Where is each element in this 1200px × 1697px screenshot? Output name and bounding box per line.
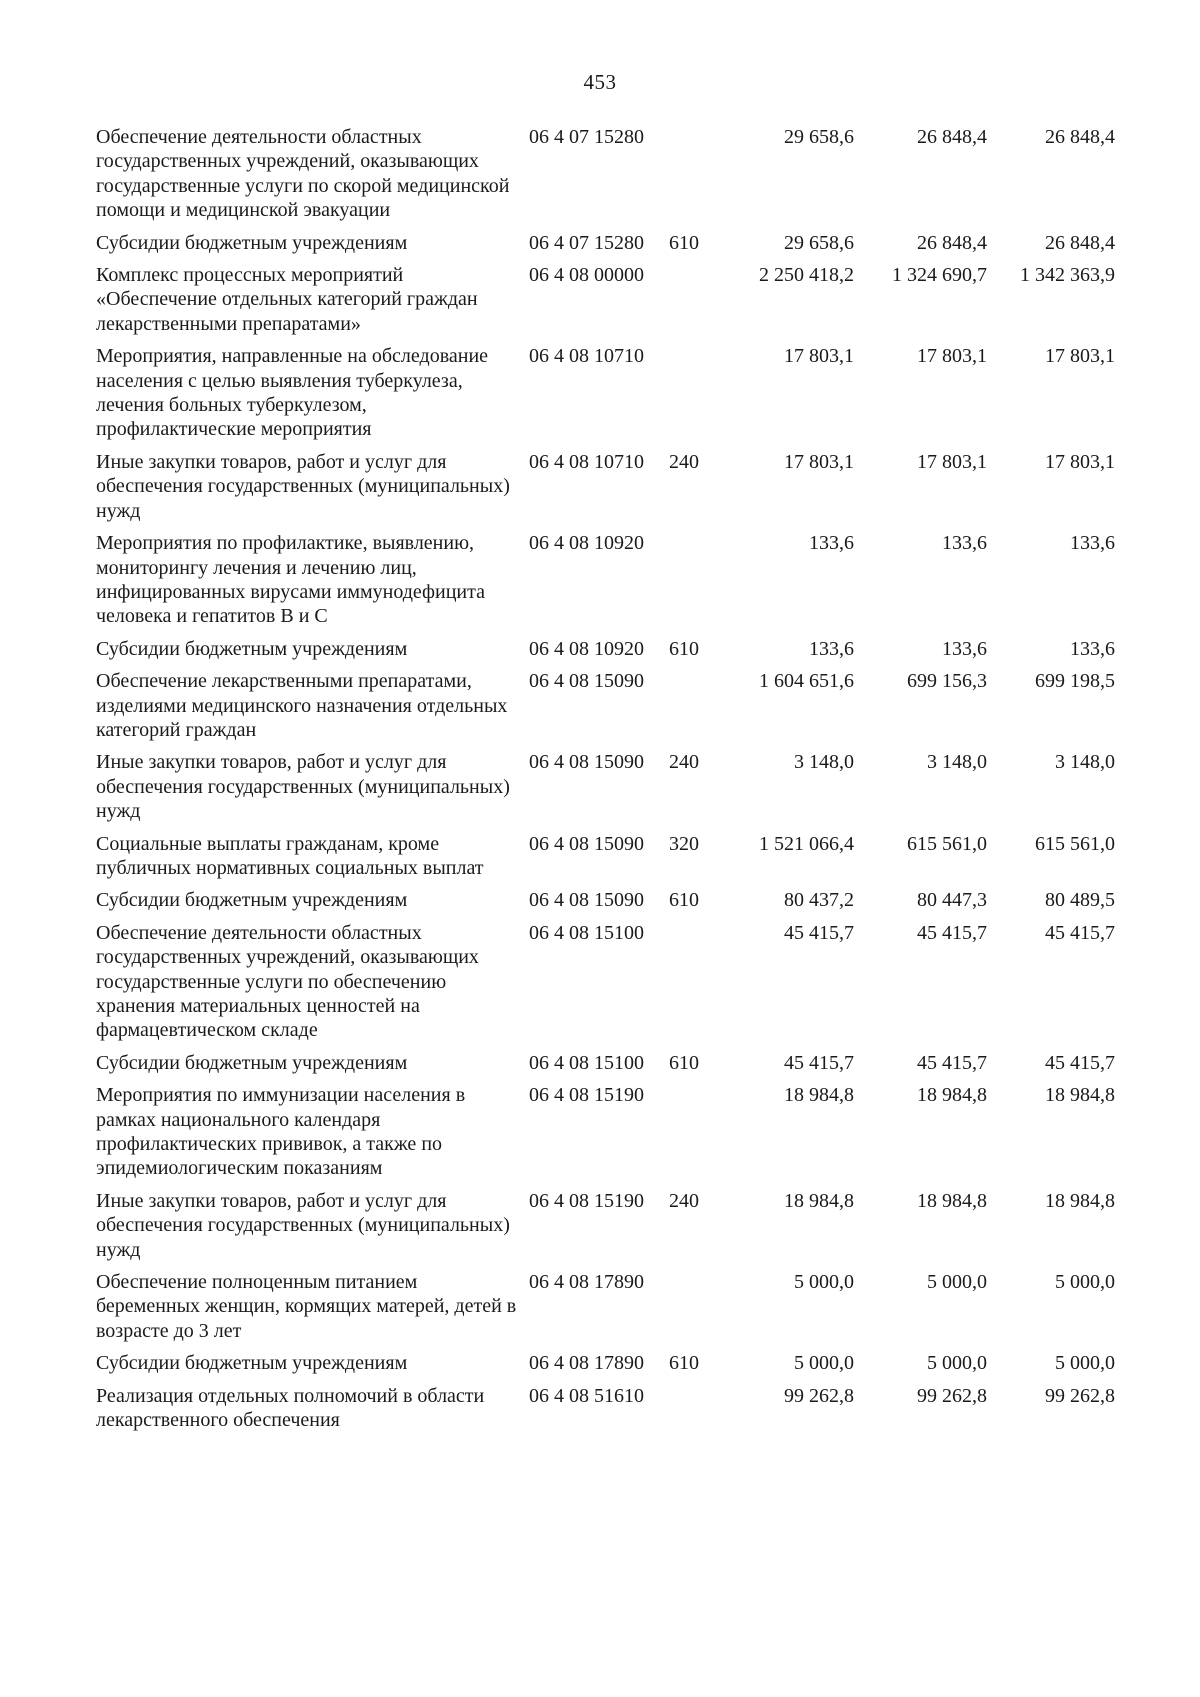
row-name: Обеспечение деятельности областных государственных учреждений, оказывающих государственные услуги по скорой медицинской помощи и медицинской эвакуации: [96, 126, 510, 222]
table-row: [96, 450, 1176, 523]
table-row: [96, 637, 1176, 661]
row-amount-year-2: 80 447,3: [917, 889, 987, 912]
row-amount-year-3: 17 803,1: [1045, 345, 1115, 368]
row-amount-year-1: 17 803,1: [784, 450, 854, 473]
row-amount-year-3: 615 561,0: [1035, 832, 1115, 855]
row-amount-year-3: 5 000,0: [1055, 1352, 1115, 1375]
table-row: [96, 1189, 1176, 1262]
row-amount-year-2: 699 156,3: [907, 670, 987, 693]
row-name: Обеспечение лекарственными препаратами, изделиями медицинского назначения отдельных категорий граждан: [96, 670, 508, 741]
row-target-article-code: 06 4 08 15190: [529, 1084, 644, 1107]
row-expense-type-code: 240: [669, 450, 699, 473]
row-amount-year-2: 17 803,1: [917, 345, 987, 368]
row-amount-year-3: 3 148,0: [1055, 751, 1115, 774]
table-row: [96, 1051, 1176, 1075]
row-amount-year-3: 133,6: [1070, 532, 1115, 555]
row-amount-year-3: 80 489,5: [1045, 889, 1115, 912]
row-name: Мероприятия по профилактике, выявлению, мониторингу лечения и лечению лиц, инфицированных вирусами иммунодефицита человека и гепатитов В и С: [96, 532, 485, 628]
table-row: [96, 125, 1176, 223]
row-amount-year-1: 18 984,8: [784, 1084, 854, 1107]
table-row: [96, 832, 1176, 881]
row-target-article-code: 06 4 07 15280: [529, 231, 644, 254]
row-amount-year-1: 45 415,7: [784, 1051, 854, 1074]
row-expense-type-code: 610: [669, 889, 699, 912]
row-amount-year-1: 133,6: [809, 637, 854, 660]
table-row: [96, 231, 1176, 255]
row-amount-year-1: 80 437,2: [784, 889, 854, 912]
row-amount-year-3: 26 848,4: [1045, 126, 1115, 148]
row-name: Иные закупки товаров, работ и услуг для обеспечения государственных (муниципальных) нужд: [96, 751, 510, 823]
row-name: Социальные выплаты гражданам, кроме публичных нормативных социальных выплат: [96, 832, 484, 879]
table-row: [96, 921, 1176, 1043]
row-expense-type-code: 240: [669, 751, 699, 774]
row-amount-year-1: 29 658,6: [784, 126, 854, 148]
row-target-article-code: 06 4 08 15190: [529, 1189, 644, 1212]
row-name: Субсидии бюджетным учреждениям: [96, 1352, 408, 1375]
row-name: Иные закупки товаров, работ и услуг для обеспечения государственных (муниципальных) нужд: [96, 1189, 510, 1261]
row-amount-year-2: 26 848,4: [917, 126, 987, 148]
row-amount-year-1: 3 148,0: [794, 751, 854, 774]
row-amount-year-3: 45 415,7: [1045, 921, 1115, 944]
row-amount-year-1: 5 000,0: [794, 1271, 854, 1294]
row-name: Субсидии бюджетным учреждениям: [96, 231, 408, 254]
row-target-article-code: 06 4 08 15090: [529, 832, 644, 855]
row-amount-year-2: 26 848,4: [917, 231, 987, 254]
row-target-article-code: 06 4 08 15090: [529, 670, 644, 693]
row-amount-year-2: 18 984,8: [917, 1189, 987, 1212]
row-name: Реализация отдельных полномочий в области лекарственного обеспечения: [96, 1384, 485, 1432]
row-name: Субсидии бюджетным учреждениям: [96, 1051, 408, 1074]
row-name: Субсидии бюджетным учреждениям: [96, 637, 408, 660]
row-target-article-code: 06 4 08 17890: [529, 1271, 644, 1294]
row-amount-year-3: 45 415,7: [1045, 1051, 1115, 1074]
row-target-article-code: 06 4 08 15090: [529, 751, 644, 774]
row-expense-type-code: 240: [669, 1189, 699, 1212]
row-amount-year-3: 133,6: [1070, 637, 1115, 660]
row-amount-year-1: 133,6: [809, 532, 854, 555]
row-name: Обеспечение полноценным питанием беременных женщин, кормящих матерей, детей в возрасте до 3 лет: [96, 1271, 517, 1342]
row-name: Субсидии бюджетным учреждениям: [96, 889, 408, 912]
row-amount-year-3: 18 984,8: [1045, 1084, 1115, 1107]
budget-table: [96, 125, 1176, 1441]
table-row: [96, 1083, 1176, 1181]
table-row: [96, 669, 1176, 742]
row-amount-year-1: 99 262,8: [784, 1384, 854, 1407]
row-amount-year-1: 18 984,8: [784, 1189, 854, 1212]
row-amount-year-1: 5 000,0: [794, 1352, 854, 1375]
row-target-article-code: 06 4 08 10920: [529, 532, 644, 555]
row-amount-year-3: 26 848,4: [1045, 231, 1115, 254]
row-target-article-code: 06 4 08 15090: [529, 889, 644, 912]
row-target-article-code: 06 4 07 15280: [529, 126, 644, 148]
row-amount-year-3: 1 342 363,9: [1020, 264, 1115, 287]
row-amount-year-3: 18 984,8: [1045, 1189, 1115, 1212]
row-amount-year-3: 99 262,8: [1045, 1384, 1115, 1407]
table-row: [96, 1270, 1176, 1343]
table-row: [96, 1351, 1176, 1375]
row-amount-year-2: 18 984,8: [917, 1084, 987, 1107]
row-target-article-code: 06 4 08 10710: [529, 450, 644, 473]
row-target-article-code: 06 4 08 10710: [529, 345, 644, 368]
row-target-article-code: 06 4 08 10920: [529, 637, 644, 660]
row-amount-year-2: 133,6: [942, 637, 987, 660]
row-amount-year-1: 1 521 066,4: [759, 832, 854, 855]
table-row: [96, 531, 1176, 629]
row-target-article-code: 06 4 08 15100: [529, 1051, 644, 1074]
table-row: [96, 344, 1176, 442]
row-name: Мероприятия, направленные на обследование населения с целью выявления туберкулеза, лечения больных туберкулезом, профилактические мероприятия: [96, 345, 489, 441]
row-amount-year-2: 615 561,0: [907, 832, 987, 855]
row-amount-year-2: 17 803,1: [917, 450, 987, 473]
row-amount-year-1: 45 415,7: [784, 921, 854, 944]
row-target-article-code: 06 4 08 17890: [529, 1352, 644, 1375]
row-target-article-code: 06 4 08 15100: [529, 921, 644, 944]
row-amount-year-3: 17 803,1: [1045, 450, 1115, 473]
table-row: [96, 263, 1176, 336]
row-target-article-code: 06 4 08 51610: [529, 1384, 644, 1407]
table-row: [96, 888, 1176, 912]
row-amount-year-2: 45 415,7: [917, 921, 987, 944]
row-expense-type-code: 610: [669, 1352, 699, 1375]
row-amount-year-2: 99 262,8: [917, 1384, 987, 1407]
row-amount-year-3: 699 198,5: [1035, 670, 1115, 693]
row-amount-year-2: 45 415,7: [917, 1051, 987, 1074]
row-amount-year-2: 5 000,0: [927, 1352, 987, 1375]
row-target-article-code: 06 4 08 00000: [529, 264, 644, 287]
row-name: Обеспечение деятельности областных государственных учреждений, оказывающих государственные услуги по обеспечению хранения материальных ценностей на фармацевтическом складе: [96, 921, 479, 1042]
row-amount-year-1: 29 658,6: [784, 231, 854, 254]
row-name: Комплекс процессных мероприятий «Обеспечение отдельных категорий граждан лекарственными препаратами»: [96, 264, 478, 335]
row-amount-year-2: 1 324 690,7: [892, 264, 987, 287]
row-amount-year-1: 17 803,1: [784, 345, 854, 368]
page-number: 453: [583, 70, 617, 94]
row-expense-type-code: 610: [669, 231, 699, 254]
row-amount-year-2: 133,6: [942, 532, 987, 555]
row-amount-year-3: 5 000,0: [1055, 1271, 1115, 1294]
row-expense-type-code: 610: [669, 1051, 699, 1074]
row-name: Иные закупки товаров, работ и услуг для обеспечения государственных (муниципальных) нужд: [96, 450, 510, 522]
row-expense-type-code: 320: [669, 832, 699, 855]
table-row: [96, 1384, 1176, 1433]
row-expense-type-code: 610: [669, 637, 699, 660]
table-row: [96, 750, 1176, 823]
row-amount-year-2: 3 148,0: [927, 751, 987, 774]
row-name: Мероприятия по иммунизации населения в рамках национального календаря профилактических прививок, а также по эпидемиологическим показаниям: [96, 1084, 466, 1180]
row-amount-year-2: 5 000,0: [927, 1271, 987, 1294]
row-amount-year-1: 1 604 651,6: [759, 670, 854, 693]
row-amount-year-1: 2 250 418,2: [759, 264, 854, 287]
